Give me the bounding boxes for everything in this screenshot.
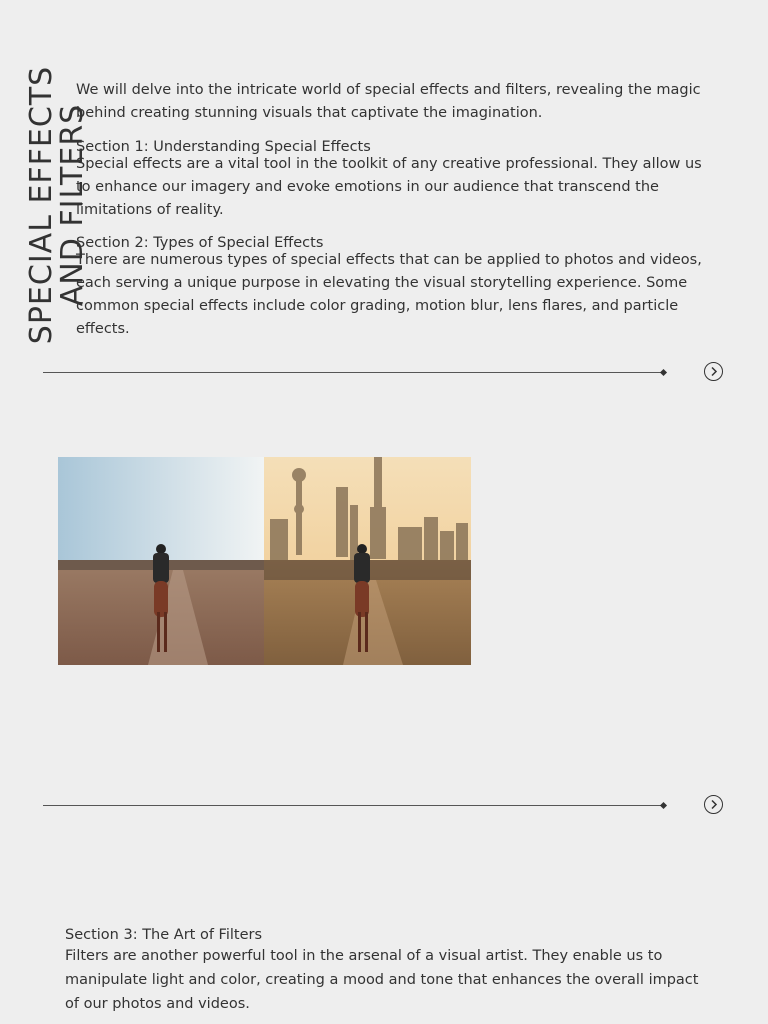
- section-1-heading: Section 1: Understanding Special Effects: [76, 139, 371, 155]
- chevron-right-icon: [709, 366, 719, 377]
- section-3-body: Filters are another powerful tool in the arsenal of a visual artist. They enable us to manipulate light and color, creating a mood and tone that enhances the overall impact of our photos and videos.: [65, 948, 699, 1012]
- section-3-heading: Section 3: The Art of Filters: [65, 927, 263, 943]
- next-button-1[interactable]: [704, 362, 723, 381]
- divider-line-2: [43, 805, 664, 806]
- section-1-body: Special effects are a vital tool in the toolkit of any creative professional. They allow us to enhance our imagery and evoke emotions in our audience that transcend the limitations of reality.: [76, 156, 702, 218]
- page-title-line-1: SPECIAL EFFECTS: [24, 65, 59, 345]
- section-2-heading: Section 2: Types of Special Effects: [76, 235, 324, 251]
- before-after-photo: [58, 457, 471, 665]
- divider-line-1: [43, 372, 664, 373]
- chevron-right-icon: [709, 799, 719, 810]
- page-title-line-2: AND FILTERS: [55, 103, 90, 307]
- section-2-body: There are numerous types of special effects that can be applied to photos and videos, each serving a unique purpose in elevating the visual storytelling experience. Some common special effects include color grading, motion blur, lens flares, and particle effects.: [76, 252, 702, 337]
- next-button-2[interactable]: [704, 795, 723, 814]
- intro-paragraph: We will delve into the intricate world of special effects and filters, revealing the magic behind creating stunning visuals that captivate the imagination.: [76, 82, 701, 121]
